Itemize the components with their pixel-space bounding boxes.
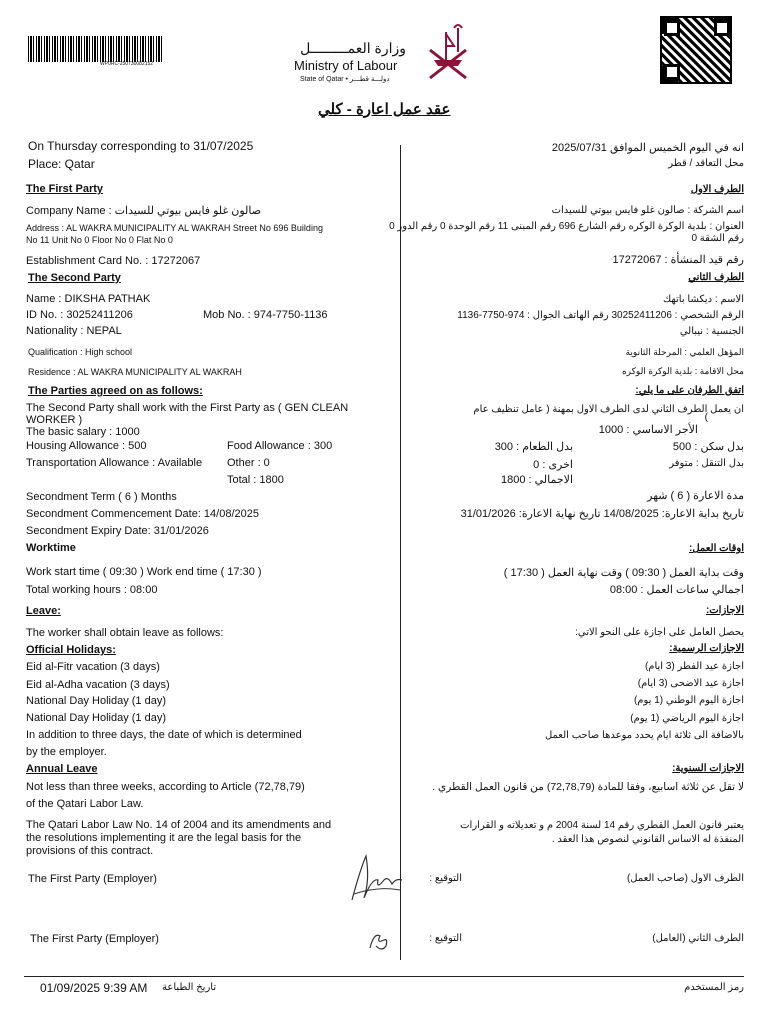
holiday-item: Eid al-Fitr vacation (3 days): [26, 661, 160, 673]
annual-leave-text-2: of the Qatari Labor Law.: [26, 798, 144, 810]
expiry-date: Secondment Expiry Date: 31/01/2026: [26, 525, 209, 537]
housing-allowance: Housing Allowance : 500: [26, 440, 147, 452]
official-holidays-heading: Official Holidays:: [26, 644, 116, 656]
nationality: Nationality : NEPAL: [26, 325, 122, 337]
signature-row-1-sign-label: التوقيع :: [429, 873, 462, 884]
holiday-item: Eid al-Adha vacation (3 days): [26, 679, 170, 691]
state-line: State of Qatar • دولـــة قطـــر: [300, 76, 390, 83]
leave-intro: The worker shall obtain leave as follows:: [26, 627, 224, 639]
total-salary-ar: الاجمالي : 1800: [500, 474, 573, 486]
secondment-term: Secondment Term ( 6 ) Months: [26, 491, 177, 503]
holiday-item-ar: اجازة اليوم الوطني (1 يوم): [633, 695, 744, 706]
id-number: ID No. : 30252411206: [26, 309, 133, 321]
date-ar: انه في اليوم الخميس الموافق 2025/07/31: [551, 142, 744, 154]
transport-allowance-ar: بدل التنقل : متوفر: [669, 458, 744, 469]
official-holidays-heading-ar: الاجازات الرسمية:: [669, 643, 744, 654]
address-line-1: Address : AL WAKRA MUNICIPALITY AL WAKRAH Street No 696 Building: [26, 223, 323, 233]
secondment-dates-ar: تاريخ بداية الاعارة: 14/08/2025 تاريخ نهاية الاعارة: 31/01/2026: [460, 508, 744, 520]
residence: Residence : AL WAKRA MUNICIPALITY AL WAKRAH: [28, 367, 242, 377]
leave-heading-ar: الاجازات:: [705, 605, 744, 616]
work-times-ar: وقت بداية العمل ( 09:30 ) وقت نهاية العمل ( 17:30 ): [503, 567, 744, 579]
name-ar: الاسم : ديكشا باتهك: [662, 294, 744, 305]
footer-divider: [24, 976, 744, 977]
annual-leave-text-ar: لا تقل عن ثلاثة اسابيع، وفقا للمادة (72,78,79) من قانون العمل القطري .: [432, 781, 744, 793]
establishment-card-ar: رقم قيد المنشأة : 17272067: [612, 254, 744, 266]
place-ar: محل التعاقد / قطر: [668, 158, 744, 169]
law-text-1: The Qatari Labor Law No. 14 of 2004 and its amendments and: [26, 819, 332, 831]
working-hours: Total working hours : 08:00: [26, 584, 158, 596]
worktime-heading-ar: اوقات العمل:: [689, 543, 744, 554]
company-name-ar: اسم الشركة : صالون غلو فايس بيوتي للسيدات: [551, 205, 744, 216]
print-datetime: 01/09/2025 9:39 AM: [40, 981, 148, 995]
food-allowance-ar: بدل الطعام : 300: [494, 441, 573, 453]
qualification: Qualification : High school: [28, 347, 133, 357]
work-times: Work start time ( 09:30 ) Work end time ( 17:30 ): [26, 566, 262, 578]
food-allowance: Food Allowance : 300: [227, 440, 333, 452]
mobile-number: Mob No. : 974-7750-1136: [203, 309, 328, 321]
holiday-item-ar: اجازة عيد الفطر (3 ايام): [644, 661, 744, 672]
law-text-ar-1: يعتبر قانون العمل القطري رقم 14 لسنة 2004 م و تعديلاته و القرارات: [460, 820, 744, 831]
first-party-heading-ar: الطرف الاول: [690, 184, 744, 195]
holiday-item: National Day Holiday (1 day): [26, 695, 167, 707]
law-text-3: provisions of this contract.: [26, 845, 154, 857]
extra-days-line-2: by the employer.: [26, 746, 107, 758]
second-party-heading-ar: الطرف الثاني: [688, 272, 744, 283]
ministry-name-ar: وزارة العمـــــــــل: [300, 40, 406, 56]
document-title: عقد عمل اعارة - كلي: [318, 101, 451, 118]
extra-days-line-1: In addition to three days, the date of which is determined: [26, 729, 302, 741]
worktime-heading: Worktime: [26, 542, 76, 554]
basic-salary: The basic salary : 1000: [26, 426, 140, 438]
basic-salary-ar: الأجر الاساسي : 1000: [598, 424, 698, 436]
address-line-2: No 11 Unit No 0 Floor No 0 Flat No 0: [26, 235, 173, 245]
working-hours-ar: اجمالي ساعات العمل : 08:00: [609, 584, 744, 596]
first-party-heading: The First Party: [26, 183, 104, 195]
employer-signature-icon: [348, 850, 406, 906]
work-as-ar-2: ): [704, 412, 708, 423]
place-en: Place: Qatar: [28, 157, 95, 171]
holiday-item: National Day Holiday (1 day): [26, 712, 167, 724]
barcode: [28, 36, 162, 62]
annual-leave-text-1: Not less than three weeks, according to Article (72,78,79): [26, 781, 305, 793]
annual-leave-heading: Annual Leave: [26, 763, 98, 775]
user-code-label-ar: رمز المستخدم: [684, 982, 744, 993]
address-ar-2: رقم الشقة 0: [691, 233, 744, 244]
total-salary: Total : 1800: [227, 474, 284, 486]
annual-leave-heading-ar: الاجازات السنوية:: [672, 763, 744, 774]
housing-allowance-ar: بدل سكن : 500: [672, 441, 744, 453]
barcode-text: WP0RC-250730082152: [100, 61, 154, 67]
qr-code: [662, 18, 730, 82]
work-as-line-1: The Second Party shall work with the First Party as ( GEN CLEAN: [26, 402, 349, 414]
work-as-ar: ان يعمل الطرف الثاني لدى الطرف الاول بمهنة ( عامل تنظيف عام: [473, 404, 744, 415]
column-divider: [400, 145, 401, 960]
terms-heading: The Parties agreed on as follows:: [28, 385, 203, 397]
worker-signature-icon: [366, 928, 392, 954]
other-allowance-ar: اخرى : 0: [533, 459, 573, 471]
id-mobile-ar: الرقم الشخصي : 30252411206 رقم الهاتف الجوال : 974-7750-1136: [457, 310, 744, 321]
nationality-ar: الجنسية : نيبالي: [679, 326, 744, 337]
name-en: Name : DIKSHA PATHAK: [26, 293, 151, 305]
signature-row-2-sign-label: التوقيع :: [429, 933, 462, 944]
commencement-date: Secondment Commencement Date: 14/08/2025: [26, 508, 259, 520]
qualification-ar: المؤهل العلمي : المرحلة الثانوية: [625, 347, 744, 357]
second-party-heading: The Second Party: [28, 272, 121, 284]
ministry-name-en: Ministry of Labour: [294, 58, 398, 73]
leave-heading: Leave:: [26, 605, 61, 617]
company-name: Company Name : صالون غلو فايس بيوتي للسيدات: [26, 205, 262, 217]
law-text-ar-2: المنفذة له الاساس القانوني لنصوص هذا العقد .: [551, 834, 744, 845]
print-label-ar: تاريخ الطباعة: [162, 982, 217, 993]
extra-days-ar: بالاضافة الى ثلاثة ايام يحدد موعدها صاحب العمل: [544, 730, 744, 741]
signature-row-2-party-ar: الطرف الثاني (العامل): [652, 933, 744, 944]
secondment-term-ar: مدة الاعارة ( 6 ) شهر: [647, 490, 744, 502]
residence-ar: محل الاقامة : بلدية الوكرة الوكره: [621, 366, 744, 376]
holiday-item-ar: اجازة اليوم الرياضي (1 يوم): [630, 713, 744, 724]
signature-row-1-party-ar: الطرف الاول (صاحب العمل): [626, 873, 744, 884]
signature-row-1-label: The First Party (Employer): [28, 873, 157, 885]
law-text-2: the resolutions implementing it are the legal basis for the: [26, 832, 302, 844]
transport-allowance: Transportation Allowance : Available: [26, 457, 203, 469]
other-allowance: Other : 0: [227, 457, 270, 469]
ministry-logo-icon: [424, 20, 472, 82]
establishment-card: Establishment Card No. : 17272067: [26, 255, 201, 267]
signature-row-2-label: The First Party (Employer): [30, 933, 159, 945]
terms-heading-ar: اتفق الطرفان على ما يلي:: [635, 385, 744, 396]
address-ar-1: العنوان : بلدية الوكرة الوكره رقم الشارع 696 رقم المبنى 11 رقم الوحدة 0 رقم الدور 0: [389, 221, 744, 232]
date-en: On Thursday corresponding to 31/07/2025: [28, 139, 254, 153]
leave-intro-ar: يحصل العامل على اجازة على النحو الاتي:: [575, 627, 744, 638]
work-as-line-2: WORKER ): [26, 414, 83, 426]
holiday-item-ar: اجازة عيد الاضحى (3 ايام): [637, 678, 744, 689]
